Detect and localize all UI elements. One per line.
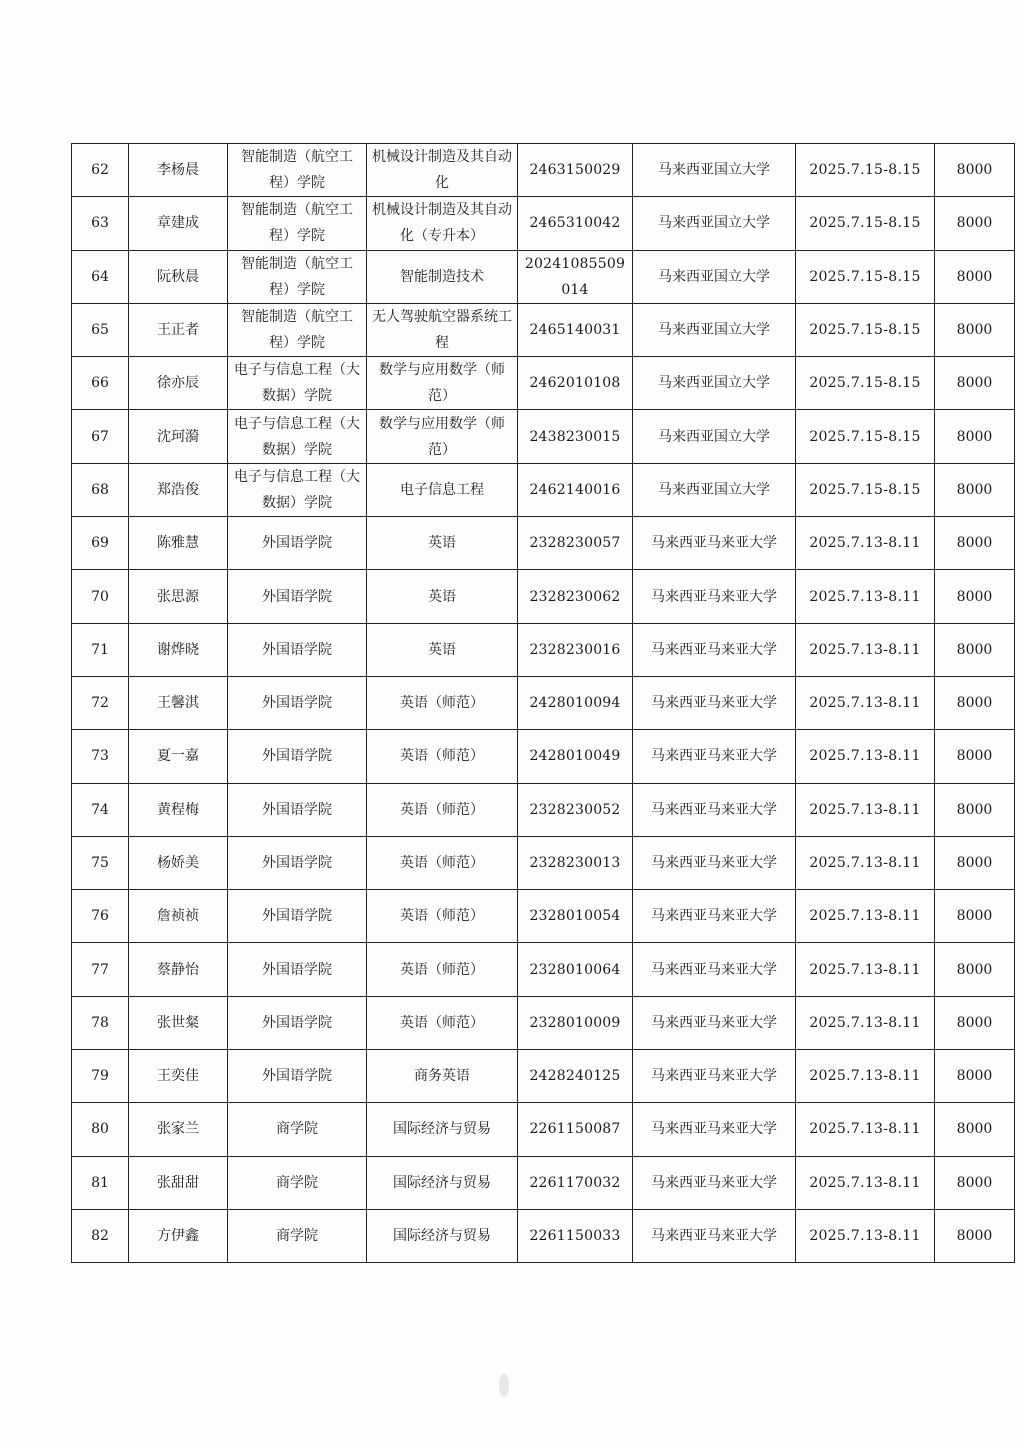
college-name-cell: 外国语学院: [228, 783, 367, 836]
major-name-cell: 英语（师范）: [367, 890, 518, 943]
table-row: [72, 1050, 1015, 1103]
table-row: [72, 676, 1015, 729]
college-name-cell: 智能制造（航空工程）学院: [228, 197, 367, 250]
table-row: [72, 144, 1015, 197]
student-name-cell: 王馨淇: [129, 676, 228, 729]
host-university-cell: 马来西亚国立大学: [633, 303, 796, 356]
student-name-cell: 杨娇美: [129, 836, 228, 889]
student-id-cell: 2328230057: [518, 517, 633, 570]
host-university-cell: 马来西亚马来亚大学: [633, 730, 796, 783]
student-name-cell: 夏一嘉: [129, 730, 228, 783]
table-row: [72, 890, 1015, 943]
major-name-cell: 英语: [367, 517, 518, 570]
row-number-cell: 76: [72, 890, 129, 943]
row-number-cell: 66: [72, 357, 129, 410]
student-name-cell: 蔡静怡: [129, 943, 228, 996]
funding-amount-cell: 8000: [935, 783, 1015, 836]
college-name-cell: 商学院: [228, 1156, 367, 1209]
row-number-cell: 64: [72, 250, 129, 303]
row-number-cell: 73: [72, 730, 129, 783]
major-name-cell: 数学与应用数学（师范）: [367, 357, 518, 410]
row-number-cell: 68: [72, 463, 129, 516]
student-name-cell: 方伊鑫: [129, 1209, 228, 1262]
program-period-cell: 2025.7.15-8.15: [796, 197, 935, 250]
program-period-cell: 2025.7.13-8.11: [796, 570, 935, 623]
host-university-cell: 马来西亚国立大学: [633, 463, 796, 516]
row-number-cell: 67: [72, 410, 129, 463]
student-id-cell: 2261150033: [518, 1209, 633, 1262]
college-name-cell: 外国语学院: [228, 676, 367, 729]
student-id-cell: 2428010094: [518, 676, 633, 729]
host-university-cell: 马来西亚国立大学: [633, 144, 796, 197]
program-period-cell: 2025.7.15-8.15: [796, 410, 935, 463]
host-university-cell: 马来西亚马来亚大学: [633, 890, 796, 943]
row-number-cell: 70: [72, 570, 129, 623]
major-name-cell: 英语: [367, 570, 518, 623]
table-row: [72, 517, 1015, 570]
student-name-cell: 郑浩俊: [129, 463, 228, 516]
college-name-cell: 外国语学院: [228, 836, 367, 889]
funding-amount-cell: 8000: [935, 1050, 1015, 1103]
host-university-cell: 马来西亚马来亚大学: [633, 517, 796, 570]
student-name-cell: 李杨晨: [129, 144, 228, 197]
host-university-cell: 马来西亚马来亚大学: [633, 1209, 796, 1262]
host-university-cell: 马来西亚马来亚大学: [633, 1103, 796, 1156]
major-name-cell: 英语（师范）: [367, 943, 518, 996]
program-period-cell: 2025.7.13-8.11: [796, 517, 935, 570]
student-name-cell: 徐亦辰: [129, 357, 228, 410]
table-row: [72, 463, 1015, 516]
student-id-cell: 2465140031: [518, 303, 633, 356]
row-number-cell: 71: [72, 623, 129, 676]
major-name-cell: 智能制造技术: [367, 250, 518, 303]
student-name-cell: 章建成: [129, 197, 228, 250]
program-period-cell: 2025.7.13-8.11: [796, 1209, 935, 1262]
program-period-cell: 2025.7.13-8.11: [796, 623, 935, 676]
program-period-cell: 2025.7.13-8.11: [796, 1050, 935, 1103]
scan-mark: [499, 1374, 509, 1396]
major-name-cell: 英语（师范）: [367, 783, 518, 836]
funding-amount-cell: 8000: [935, 410, 1015, 463]
host-university-cell: 马来西亚马来亚大学: [633, 996, 796, 1049]
college-name-cell: 智能制造（航空工程）学院: [228, 303, 367, 356]
program-period-cell: 2025.7.13-8.11: [796, 1103, 935, 1156]
student-id-cell: 2328010054: [518, 890, 633, 943]
student-name-cell: 张甜甜: [129, 1156, 228, 1209]
funding-amount-cell: 8000: [935, 570, 1015, 623]
funding-amount-cell: 8000: [935, 996, 1015, 1049]
table-row: [72, 410, 1015, 463]
program-period-cell: 2025.7.13-8.11: [796, 783, 935, 836]
student-name-cell: 王正者: [129, 303, 228, 356]
major-name-cell: 电子信息工程: [367, 463, 518, 516]
funding-amount-cell: 8000: [935, 517, 1015, 570]
student-name-cell: 谢烨晓: [129, 623, 228, 676]
row-number-cell: 79: [72, 1050, 129, 1103]
row-number-cell: 75: [72, 836, 129, 889]
student-name-cell: 王奕佳: [129, 1050, 228, 1103]
college-name-cell: 外国语学院: [228, 570, 367, 623]
student-id-cell: 2462010108: [518, 357, 633, 410]
college-name-cell: 外国语学院: [228, 996, 367, 1049]
host-university-cell: 马来西亚马来亚大学: [633, 676, 796, 729]
row-number-cell: 72: [72, 676, 129, 729]
major-name-cell: 国际经济与贸易: [367, 1156, 518, 1209]
funding-amount-cell: 8000: [935, 1209, 1015, 1262]
table-row: [72, 197, 1015, 250]
student-name-cell: 张世粲: [129, 996, 228, 1049]
major-name-cell: 英语: [367, 623, 518, 676]
table-row: [72, 730, 1015, 783]
program-period-cell: 2025.7.15-8.15: [796, 357, 935, 410]
program-period-cell: 2025.7.13-8.11: [796, 1156, 935, 1209]
student-name-cell: 张思源: [129, 570, 228, 623]
table-row: [72, 357, 1015, 410]
major-name-cell: 机械设计制造及其自动化: [367, 144, 518, 197]
student-roster-table: [71, 143, 1015, 1263]
funding-amount-cell: 8000: [935, 623, 1015, 676]
host-university-cell: 马来西亚国立大学: [633, 357, 796, 410]
student-id-cell: 2328230013: [518, 836, 633, 889]
student-id-cell: 2261150087: [518, 1103, 633, 1156]
funding-amount-cell: 8000: [935, 1156, 1015, 1209]
student-id-cell: 2465310042: [518, 197, 633, 250]
table-row: [72, 250, 1015, 303]
funding-amount-cell: 8000: [935, 197, 1015, 250]
student-name-cell: 陈雅慧: [129, 517, 228, 570]
row-number-cell: 82: [72, 1209, 129, 1262]
program-period-cell: 2025.7.13-8.11: [796, 730, 935, 783]
row-number-cell: 63: [72, 197, 129, 250]
row-number-cell: 65: [72, 303, 129, 356]
program-period-cell: 2025.7.15-8.15: [796, 463, 935, 516]
college-name-cell: 外国语学院: [228, 730, 367, 783]
college-name-cell: 商学院: [228, 1209, 367, 1262]
student-id-cell: 2328230016: [518, 623, 633, 676]
major-name-cell: 英语（师范）: [367, 730, 518, 783]
host-university-cell: 马来西亚国立大学: [633, 410, 796, 463]
program-period-cell: 2025.7.13-8.11: [796, 943, 935, 996]
student-id-cell: 2428240125: [518, 1050, 633, 1103]
funding-amount-cell: 8000: [935, 676, 1015, 729]
table-row: [72, 1156, 1015, 1209]
funding-amount-cell: 8000: [935, 890, 1015, 943]
funding-amount-cell: 8000: [935, 943, 1015, 996]
student-id-cell: 2261170032: [518, 1156, 633, 1209]
row-number-cell: 77: [72, 943, 129, 996]
major-name-cell: 机械设计制造及其自动化（专升本）: [367, 197, 518, 250]
table-row: [72, 836, 1015, 889]
table-row: [72, 943, 1015, 996]
host-university-cell: 马来西亚马来亚大学: [633, 783, 796, 836]
college-name-cell: 智能制造（航空工程）学院: [228, 250, 367, 303]
table-row: [72, 623, 1015, 676]
student-id-cell: 2438230015: [518, 410, 633, 463]
student-name-cell: 张家兰: [129, 1103, 228, 1156]
student-name-cell: 黄程梅: [129, 783, 228, 836]
row-number-cell: 62: [72, 144, 129, 197]
host-university-cell: 马来西亚马来亚大学: [633, 1050, 796, 1103]
major-name-cell: 商务英语: [367, 1050, 518, 1103]
major-name-cell: 无人驾驶航空器系统工程: [367, 303, 518, 356]
table-row: [72, 996, 1015, 1049]
student-id-cell: 2328010064: [518, 943, 633, 996]
funding-amount-cell: 8000: [935, 463, 1015, 516]
student-id-cell: 2328230062: [518, 570, 633, 623]
student-name-cell: 詹祯祯: [129, 890, 228, 943]
student-name-cell: 阮秋晨: [129, 250, 228, 303]
program-period-cell: 2025.7.13-8.11: [796, 836, 935, 889]
host-university-cell: 马来西亚马来亚大学: [633, 570, 796, 623]
row-number-cell: 80: [72, 1103, 129, 1156]
major-name-cell: 英语（师范）: [367, 836, 518, 889]
table-row: [72, 783, 1015, 836]
college-name-cell: 商学院: [228, 1103, 367, 1156]
major-name-cell: 数学与应用数学（师范）: [367, 410, 518, 463]
college-name-cell: 电子与信息工程（大数据）学院: [228, 463, 367, 516]
college-name-cell: 外国语学院: [228, 943, 367, 996]
row-number-cell: 69: [72, 517, 129, 570]
host-university-cell: 马来西亚马来亚大学: [633, 836, 796, 889]
row-number-cell: 74: [72, 783, 129, 836]
funding-amount-cell: 8000: [935, 357, 1015, 410]
program-period-cell: 2025.7.13-8.11: [796, 996, 935, 1049]
table-row: [72, 1209, 1015, 1262]
row-number-cell: 81: [72, 1156, 129, 1209]
table-row: [72, 303, 1015, 356]
host-university-cell: 马来西亚马来亚大学: [633, 623, 796, 676]
program-period-cell: 2025.7.13-8.11: [796, 890, 935, 943]
college-name-cell: 外国语学院: [228, 890, 367, 943]
student-id-cell: 2328230052: [518, 783, 633, 836]
college-name-cell: 智能制造（航空工程）学院: [228, 144, 367, 197]
student-id-cell: 2428010049: [518, 730, 633, 783]
student-id-cell: 2463150029: [518, 144, 633, 197]
college-name-cell: 外国语学院: [228, 517, 367, 570]
student-id-cell: 20241085509014: [518, 250, 633, 303]
program-period-cell: 2025.7.15-8.15: [796, 144, 935, 197]
college-name-cell: 电子与信息工程（大数据）学院: [228, 410, 367, 463]
funding-amount-cell: 8000: [935, 303, 1015, 356]
student-id-cell: 2328010009: [518, 996, 633, 1049]
college-name-cell: 外国语学院: [228, 623, 367, 676]
program-period-cell: 2025.7.13-8.11: [796, 676, 935, 729]
host-university-cell: 马来西亚国立大学: [633, 197, 796, 250]
row-number-cell: 78: [72, 996, 129, 1049]
roster-body: [72, 144, 1015, 1263]
host-university-cell: 马来西亚国立大学: [633, 250, 796, 303]
funding-amount-cell: 8000: [935, 250, 1015, 303]
funding-amount-cell: 8000: [935, 1103, 1015, 1156]
program-period-cell: 2025.7.15-8.15: [796, 303, 935, 356]
major-name-cell: 英语（师范）: [367, 676, 518, 729]
college-name-cell: 外国语学院: [228, 1050, 367, 1103]
student-name-cell: 沈珂漪: [129, 410, 228, 463]
host-university-cell: 马来西亚马来亚大学: [633, 943, 796, 996]
major-name-cell: 国际经济与贸易: [367, 1209, 518, 1262]
table-row: [72, 570, 1015, 623]
college-name-cell: 电子与信息工程（大数据）学院: [228, 357, 367, 410]
table-row: [72, 1103, 1015, 1156]
student-id-cell: 2462140016: [518, 463, 633, 516]
funding-amount-cell: 8000: [935, 144, 1015, 197]
funding-amount-cell: 8000: [935, 730, 1015, 783]
program-period-cell: 2025.7.15-8.15: [796, 250, 935, 303]
funding-amount-cell: 8000: [935, 836, 1015, 889]
major-name-cell: 国际经济与贸易: [367, 1103, 518, 1156]
host-university-cell: 马来西亚马来亚大学: [633, 1156, 796, 1209]
major-name-cell: 英语（师范）: [367, 996, 518, 1049]
